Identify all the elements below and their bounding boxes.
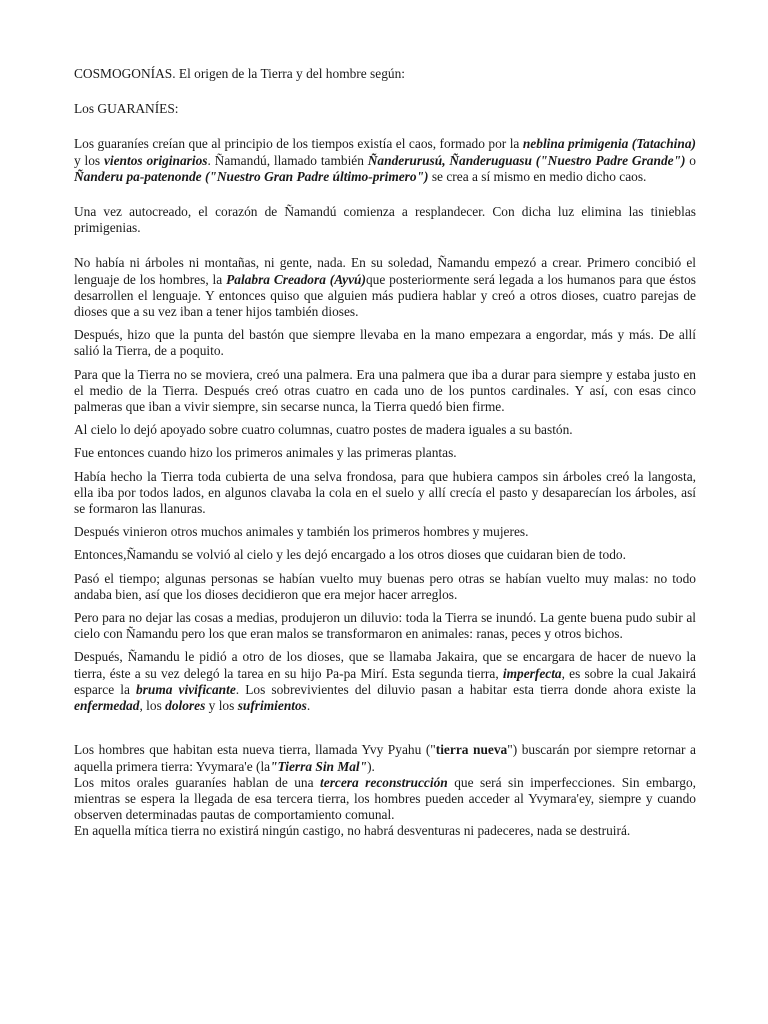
emphasis-run: "Tierra Sin Mal" (270, 758, 368, 774)
text-run: Después, Ñamandu le pidió a otro de los dioses, que se llamaba Jakaira, que se encargara de hacer de nuevo la tierra, éste a su vez delegó la tarea en su hijo Pa-pa Mirí. Esta segunda tierra, (74, 649, 696, 681)
paragraph-baston (74, 327, 696, 359)
document-page (74, 66, 696, 840)
paragraph-caos (74, 136, 696, 185)
paragraph-langosta (74, 469, 696, 518)
emphasis-run: (Tatachina) (631, 136, 696, 152)
emphasis-run: neblina primigenia (522, 136, 629, 152)
text-run: Los guaraníes creían que al principio de los tiempos existía el caos, formado por la (74, 136, 523, 152)
text-run: que será sin imperfecciones. Sin embargo, mientras se espera la llegada de esa tercera tierra, los hombres pueden acceder al Yvymara'ey, siempre y cuando observen determinadas pautas de comportamiento comunal. (74, 774, 696, 823)
paragraph-primeros-animales (74, 445, 696, 461)
paragraph-palmeras (74, 367, 696, 416)
text-run: y los (205, 698, 238, 714)
emphasis-run: dolores (165, 698, 206, 714)
paragraph-lenguaje (74, 255, 696, 320)
emphasis-run: enfermedad (74, 698, 140, 714)
text-run: En aquella mítica tierra no existirá ningún castigo, no habrá desventuras ni padeceres, nada se destruirá. (74, 823, 631, 839)
text-run: Los hombres que habitan esta nueva tierra, llamada Yvy Pyahu (" (74, 742, 436, 758)
emphasis-run: Palabra Creadora (Ayvú) (226, 271, 366, 287)
emphasis-run: vientos originarios (103, 152, 208, 168)
text-run: Pasó el tiempo; algunas personas se habían vuelto muy buenas pero otras se habían vuelto muy malas: no todo andaba bien, así que los dioses decidieron que era mejor hacer arreglos. (74, 570, 696, 602)
text-run: Para que la Tierra no se moviera, creó una palmera. Era una palmera que iba a durar para siempre y estaba justo en el medio de la Tierra. Después creó otras cuatro en cada uno de los puntos cardinales. Y así, con esas cinco palmeras que iban a vivir siempre, sin secarse nunca, la Tierra quedó bien firme. (74, 366, 696, 415)
text-run: Fue entonces cuando hizo los primeros animales y las primeras plantas. (74, 445, 457, 461)
paragraph-segunda-tierra (74, 649, 696, 714)
text-run: , es sobre la cual Jakairá esparce la (74, 665, 696, 697)
text-run: ). (367, 758, 375, 774)
emphasis-run: bruma vivificante (135, 681, 236, 697)
paragraph-tierra-nueva (74, 742, 696, 774)
paragraph-encargo (74, 547, 696, 563)
paragraph-tierra-mitica (74, 823, 696, 839)
paragraph-tercera-reconstruccion (74, 775, 696, 824)
document-title: COSMOGONÍAS. El origen de la Tierra y del hombre según: (74, 66, 406, 81)
text-run: Había hecho la Tierra toda cubierta de una selva frondosa, para que hubiera campos sin árboles creó la langosta, ella iba por todos lados, en algunos clavaba la cola en el suelo y allí crecía el pasto y desaparecían los árboles, así se formaron las llanuras. (74, 468, 696, 517)
text-run: que posteriormente será legada a los humanos para que éstos desarrollen el lenguaje. Y entonces quiso que alguien más pudiera hablar y creó a otros dioses, cuatro parejas de dioses que a su vez iban a tener hijos también dioses. (74, 271, 696, 320)
text-run: Después vinieron otros muchos animales y también los primeros hombres y mujeres. (74, 524, 529, 540)
emphasis-run: Ñanderu pa-patenonde ("Nuestro Gran Padre último-primero") (74, 168, 429, 184)
text-run: ") buscarán por siempre retornar a aquella primera tierra: Yvymara'e (la (74, 742, 697, 774)
text-run: y los (74, 152, 104, 168)
text-run: Una vez autocreado, el corazón de Ñamandú comienza a resplandecer. Con dicha luz elimina las tinieblas primigenias. (74, 204, 696, 236)
text-run: , los (139, 698, 166, 714)
emphasis-run: imperfecta (502, 665, 562, 681)
text-run: Pero para no dejar las cosas a medias, produjeron un diluvio: toda la Tierra se inundó. La gente buena pudo subir al cielo con Ñamandu pero los que eran malos se transformaron en animales: ranas, peces y otros bichos. (74, 610, 696, 642)
text-run: o (685, 152, 696, 168)
document-subtitle: Los GUARANÍES: (74, 101, 179, 117)
text-run: . Los sobrevivientes del diluvio pasan a habitar esta tierra donde ahora existe la (235, 681, 697, 697)
paragraph-hombres-mujeres (74, 524, 696, 540)
paragraph-diluvio (74, 610, 696, 642)
emphasis-run: tierra nueva (435, 742, 508, 758)
text-run: Entonces,Ñamandu se volvió al cielo y les dejó encargado a los otros dioses que cuidaran bien de todo. (74, 547, 626, 563)
text-run: . (306, 698, 311, 714)
emphasis-run: sufrimientos (237, 698, 307, 714)
text-run: No había ni árboles ni montañas, ni gente, nada. En su soledad, Ñamandu empezó a crear. Primero concibió el lenguaje de los hombres, la (74, 255, 696, 287)
text-run: Después, hizo que la punta del bastón que siempre llevaba en la mano empezara a engordar, más y más. De allí salió la Tierra, de a poquito. (74, 327, 696, 359)
paragraph-arreglos (74, 571, 696, 603)
paragraph-columnas (74, 422, 696, 438)
emphasis-run: Ñanderurusú, Ñanderuguasu ("Nuestro Padre Grande") (367, 152, 686, 168)
paragraph-autocreado (74, 204, 696, 236)
emphasis-run: tercera reconstrucción (320, 774, 448, 790)
text-run: . Ñamandú, llamado también (207, 152, 368, 168)
text-run: Los mitos orales guaraníes hablan de una (74, 774, 321, 790)
text-run: Al cielo lo dejó apoyado sobre cuatro columnas, cuatro postes de madera iguales a su bastón. (74, 422, 573, 438)
text-run: se crea a sí mismo en medio dicho caos. (428, 168, 647, 184)
